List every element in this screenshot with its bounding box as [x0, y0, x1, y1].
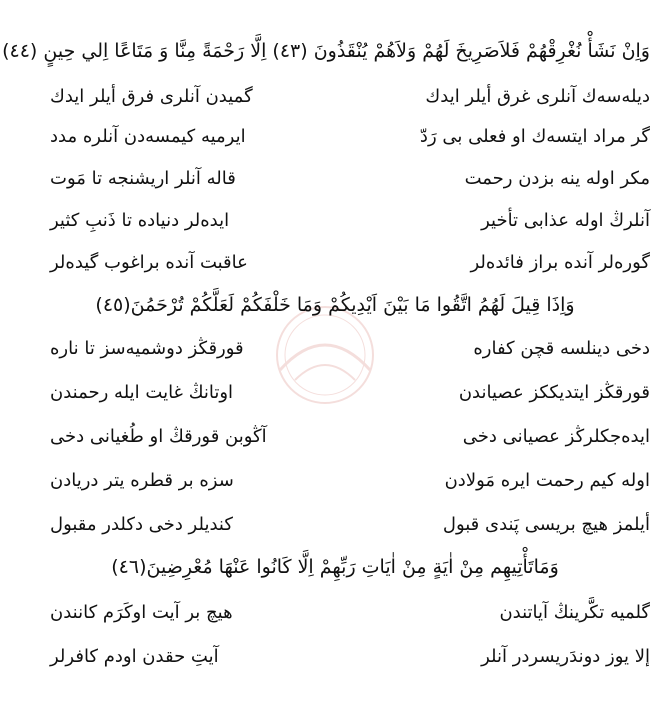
hemistich-left: گميدن آنلرى فرق أيلر ايدك: [50, 86, 253, 107]
hemistich-right: ايدەجكلرڭز عصيانى دخى: [462, 426, 650, 447]
couplet-row: [20, 646, 650, 676]
couplet-row: [20, 168, 650, 198]
hemistich-left: سزه بر قطره يتر دريادن: [50, 470, 234, 491]
couplet-row: [20, 602, 650, 632]
hemistich-left: عاقبت آنده براغوب گيدەلر: [50, 252, 248, 273]
couplet-row: [20, 382, 650, 412]
couplet-row: [20, 426, 650, 456]
quran-verse-45: وَاِذَا قِيلَ لَهُمُ اتَّقُوا مَا بَيْنَ اَيْدِيكُمْ وَمَا خَلْفَكُمْ لَعَلَّكُمْ تُرْحَمُنَ(٤٥): [95, 294, 575, 316]
couplet-row: [20, 252, 650, 282]
hemistich-right: گر مراد ايتسەك او فعلى بى رَدّ: [419, 126, 650, 147]
couplet-row: [20, 126, 650, 156]
hemistich-right: ديلەسەك آنلرى غرق أيلر ايدك: [425, 86, 650, 107]
quran-verse-43-44: وَاِنْ نَشَأْ نُغْرِقْهُمْ فَلاَصَرِيخَ لَهُمْ وَلاَهُمْ يُنْقَذُونَ (٤٣) اِلَّا رَحْمَةً مِنَّا وَ مَتَاعًا اِلي حِينٍ (٤٤): [2, 40, 650, 62]
couplet-row: [20, 338, 650, 368]
hemistich-right: گلميه تكَّرينڭ آياتندن: [499, 602, 650, 623]
hemistich-left: قورقڭز دوشميەسز تا ناره: [50, 338, 244, 359]
hemistich-right: إلا يوز دوندَريسردر آنلر: [481, 646, 650, 667]
quran-verse-46: وَمَاتَأْتِيهِم مِنْ اٰيَةٍ مِنْ اٰيَاتِ رَبِّهِمْ اِلَّا كَانُوا عَنْهَا مُعْرِضِينَ(٤٦): [111, 556, 559, 578]
couplet-row: [20, 86, 650, 116]
couplet-row: [20, 470, 650, 500]
hemistich-right: گورەلر آنده براز فائدەلر: [470, 252, 650, 273]
hemistich-right: دخى دينلسه قچن كفاره: [473, 338, 650, 359]
hemistich-left: هيچ بر آيت اوكَرَم كانندن: [50, 602, 233, 623]
hemistich-left: قالە آنلر اريشنجه تا مَوت: [50, 168, 236, 189]
hemistich-left: ايرميه كيمسەدن آنلره مدد: [50, 126, 246, 147]
hemistich-left: اوتانڭ غايت ايله رحمندن: [50, 382, 234, 403]
couplet-row: [20, 514, 650, 544]
hemistich-left: آيتِ حقدن اودم كافرلر: [50, 646, 219, 667]
hemistich-right: آنلرڭ اوله عذابى تأخير: [481, 210, 650, 231]
hemistich-left: كنديلر دخى دكلدر مقبول: [50, 514, 233, 535]
hemistich-right: قورقڭز ايتديككز عصياندن: [458, 382, 650, 403]
hemistich-right: مكر اوله ينه بزدن رحمت: [464, 168, 650, 189]
hemistich-right: اوله كيم رحمت ايره مَولادن: [444, 470, 650, 491]
hemistich-left: ايدەلر دنياده تا ذَنبِ كثير: [50, 210, 230, 231]
hemistich-right: أيلمز هيچ بريسى پَندى قبول: [442, 514, 650, 535]
hemistich-left: آڭوبن قورقڭ او طُغيانى دخى: [50, 426, 267, 447]
couplet-row: [20, 210, 650, 240]
